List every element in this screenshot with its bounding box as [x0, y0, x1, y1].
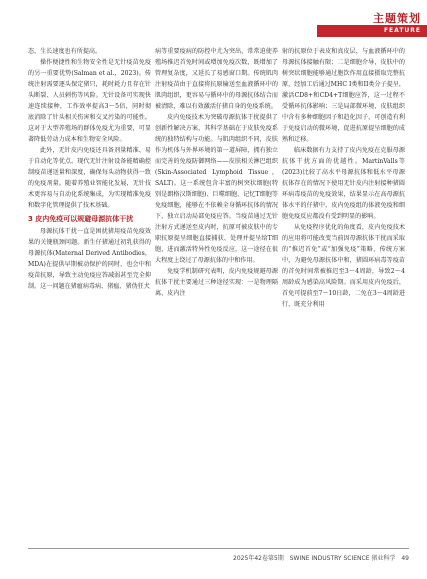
paragraph: 临床数据有力支持了皮内免疫在克服母源抗体干扰方面的优越性。MartinValls等(2023)比较了高水平母源抗体和低水平母源抗体存在的情况下使用无针皮内注射接种猪圆环病毒疫苗的免疫效果，结果显示在高母源抗体水平的仔猪中，皮内免疫组的体液免疫和细胞免疫反应都没有受到明显的影响。: [282, 147, 405, 220]
section-heading: 3 皮内免疫可以规避母源抗体干扰: [28, 215, 134, 223]
paragraph: 母源抗体干扰一直是困扰猪用疫苗免疫效果的关键瓶颈问题。新生仔猪通过初乳获得的母源抗体(Maternal Derived Antibodies，MDA)在提供早期被动保护的同时，也会中和疫苗抗原，导致主动免疫应答减弱甚至完全抑制。这一问题在猪瘟病毒病、猪瘟、猪伪狂犬: [28, 228, 151, 290]
section-header: [317, 10, 427, 40]
footer-rule: [28, 548, 409, 549]
paragraph: 从免疫程序优化的角度看，皮内免疫技术的应用将可能改变当前因母源抗体干扰而采取的“推迟首免”或“加强免疫”策略，传统方案中，为避免母源抗体中和，猪圆环病毒等疫苗的首免时间常被推迟至3～4周龄，导致2～4周龄成为感染高风险期。而采用皮内免疫后，首免可提前至7～10日龄，二免在3～4周龄进行，既充分利用: [282, 224, 405, 308]
page-footer: [229, 553, 409, 562]
paragraph: 皮内免疫技术为突破母源抗体干扰提供了创新性解决方案，其科学基础在于皮肤免疫系统的独特结构与功能。与肌肉组织不同，皮肤作为机体与外界环境的第一道屏障，拥有独立而完善的免疫防御网络——皮肤相关淋巴组织(Skin-Associated Lymphoid Tissue，SALT)。这一系统包含丰富的树突状细胞(特别是朗格汉斯细胞)、巨噬细胞、记忆T细胞等免疫细胞，能够在不依赖全身循环抗体的情况下，独立启动局部免疫应答。当疫苗通过无针注射方式递送至皮内时，抗原可被皮肤中的专职抗原提呈细胞直接捕获、处理并提呈给T细胞，进而激活特异性免疫反应，这一途径在很大程度上绕过了母源抗体的中和作用。: [155, 114, 278, 264]
issue-info: 2025年42卷第5期: [233, 555, 284, 562]
section-subtitle: FEATURE: [317, 25, 427, 37]
paragraph: 此外，无针皮内免疫还具备剂量精准、易于自动化等优点。现代无针注射设备能精确控制疫苗递送量和深度，确保每头动物获得一致的免疫剂量。随着养殖业智能化发展，无针技术更容易与自动化系统集成，为实现精准免疫和数字化管理提供了技术基础。: [28, 147, 151, 209]
column-1: [28, 46, 151, 292]
paragraph: 射的抗原位于表皮和真皮层，与血液循环中的母源抗体接触有限；二是细胞介导，皮肤中的树突状细胞能够通过胞饮作用直接摄取完整抗原，经加工后通过MHC I类和II类分子提呈，激活CD8+和CD4+T细胞应答，这一过程不受循环抗体影响；三是局部微环境，皮肤组织中含有多种细胞因子和趋化因子，可创造有利于免疫启动的微环境，促进抗原提呈细胞的成熟和迁移。: [282, 48, 405, 143]
paragraph: 病等重要疫病的防控中尤为突出，常常迫使养殖场推迟首免时间或增加免疫次数，既增加了管理复杂度，又延长了易感窗口期。传统肌肉注射疫苗由于直接将抗原输送至血液循环中的肌肉组织，更容易与循环中的母源抗体结合而被清除，难以有效激活仔猪自身的免疫系统。: [155, 48, 278, 110]
column-2: [155, 46, 278, 299]
paragraph: 操作便捷性和生物安全性是无针疫苗免疫的另一重要优势(Salman et al.，2023)。传统注射需要逐头保定猪只，耗时耗力且存在针头断裂、人员刺伤等风险。无针设备可实现快速连续接种，工作效率提高3～5倍，同时彻底消除了针头相关伤害和交叉污染的可能性。这对于大型养殖场的群体免疫尤为重要，可显著降低劳动力成本和生物安全风险。: [28, 59, 151, 143]
page-number: 49: [401, 555, 409, 562]
journal-name: SWINE INDUSTRY SCIENCE 猪业科学: [289, 555, 396, 562]
paragraph: 免疫学机制研究表明，皮内免疫规避母源抗体干扰主要通过三种途径实现：一是物理隔离，皮内注: [155, 268, 278, 297]
paragraph: 态，生长速度也有所提高。: [28, 48, 102, 55]
column-3: [282, 46, 405, 310]
section-title: 主题策划: [373, 12, 421, 25]
